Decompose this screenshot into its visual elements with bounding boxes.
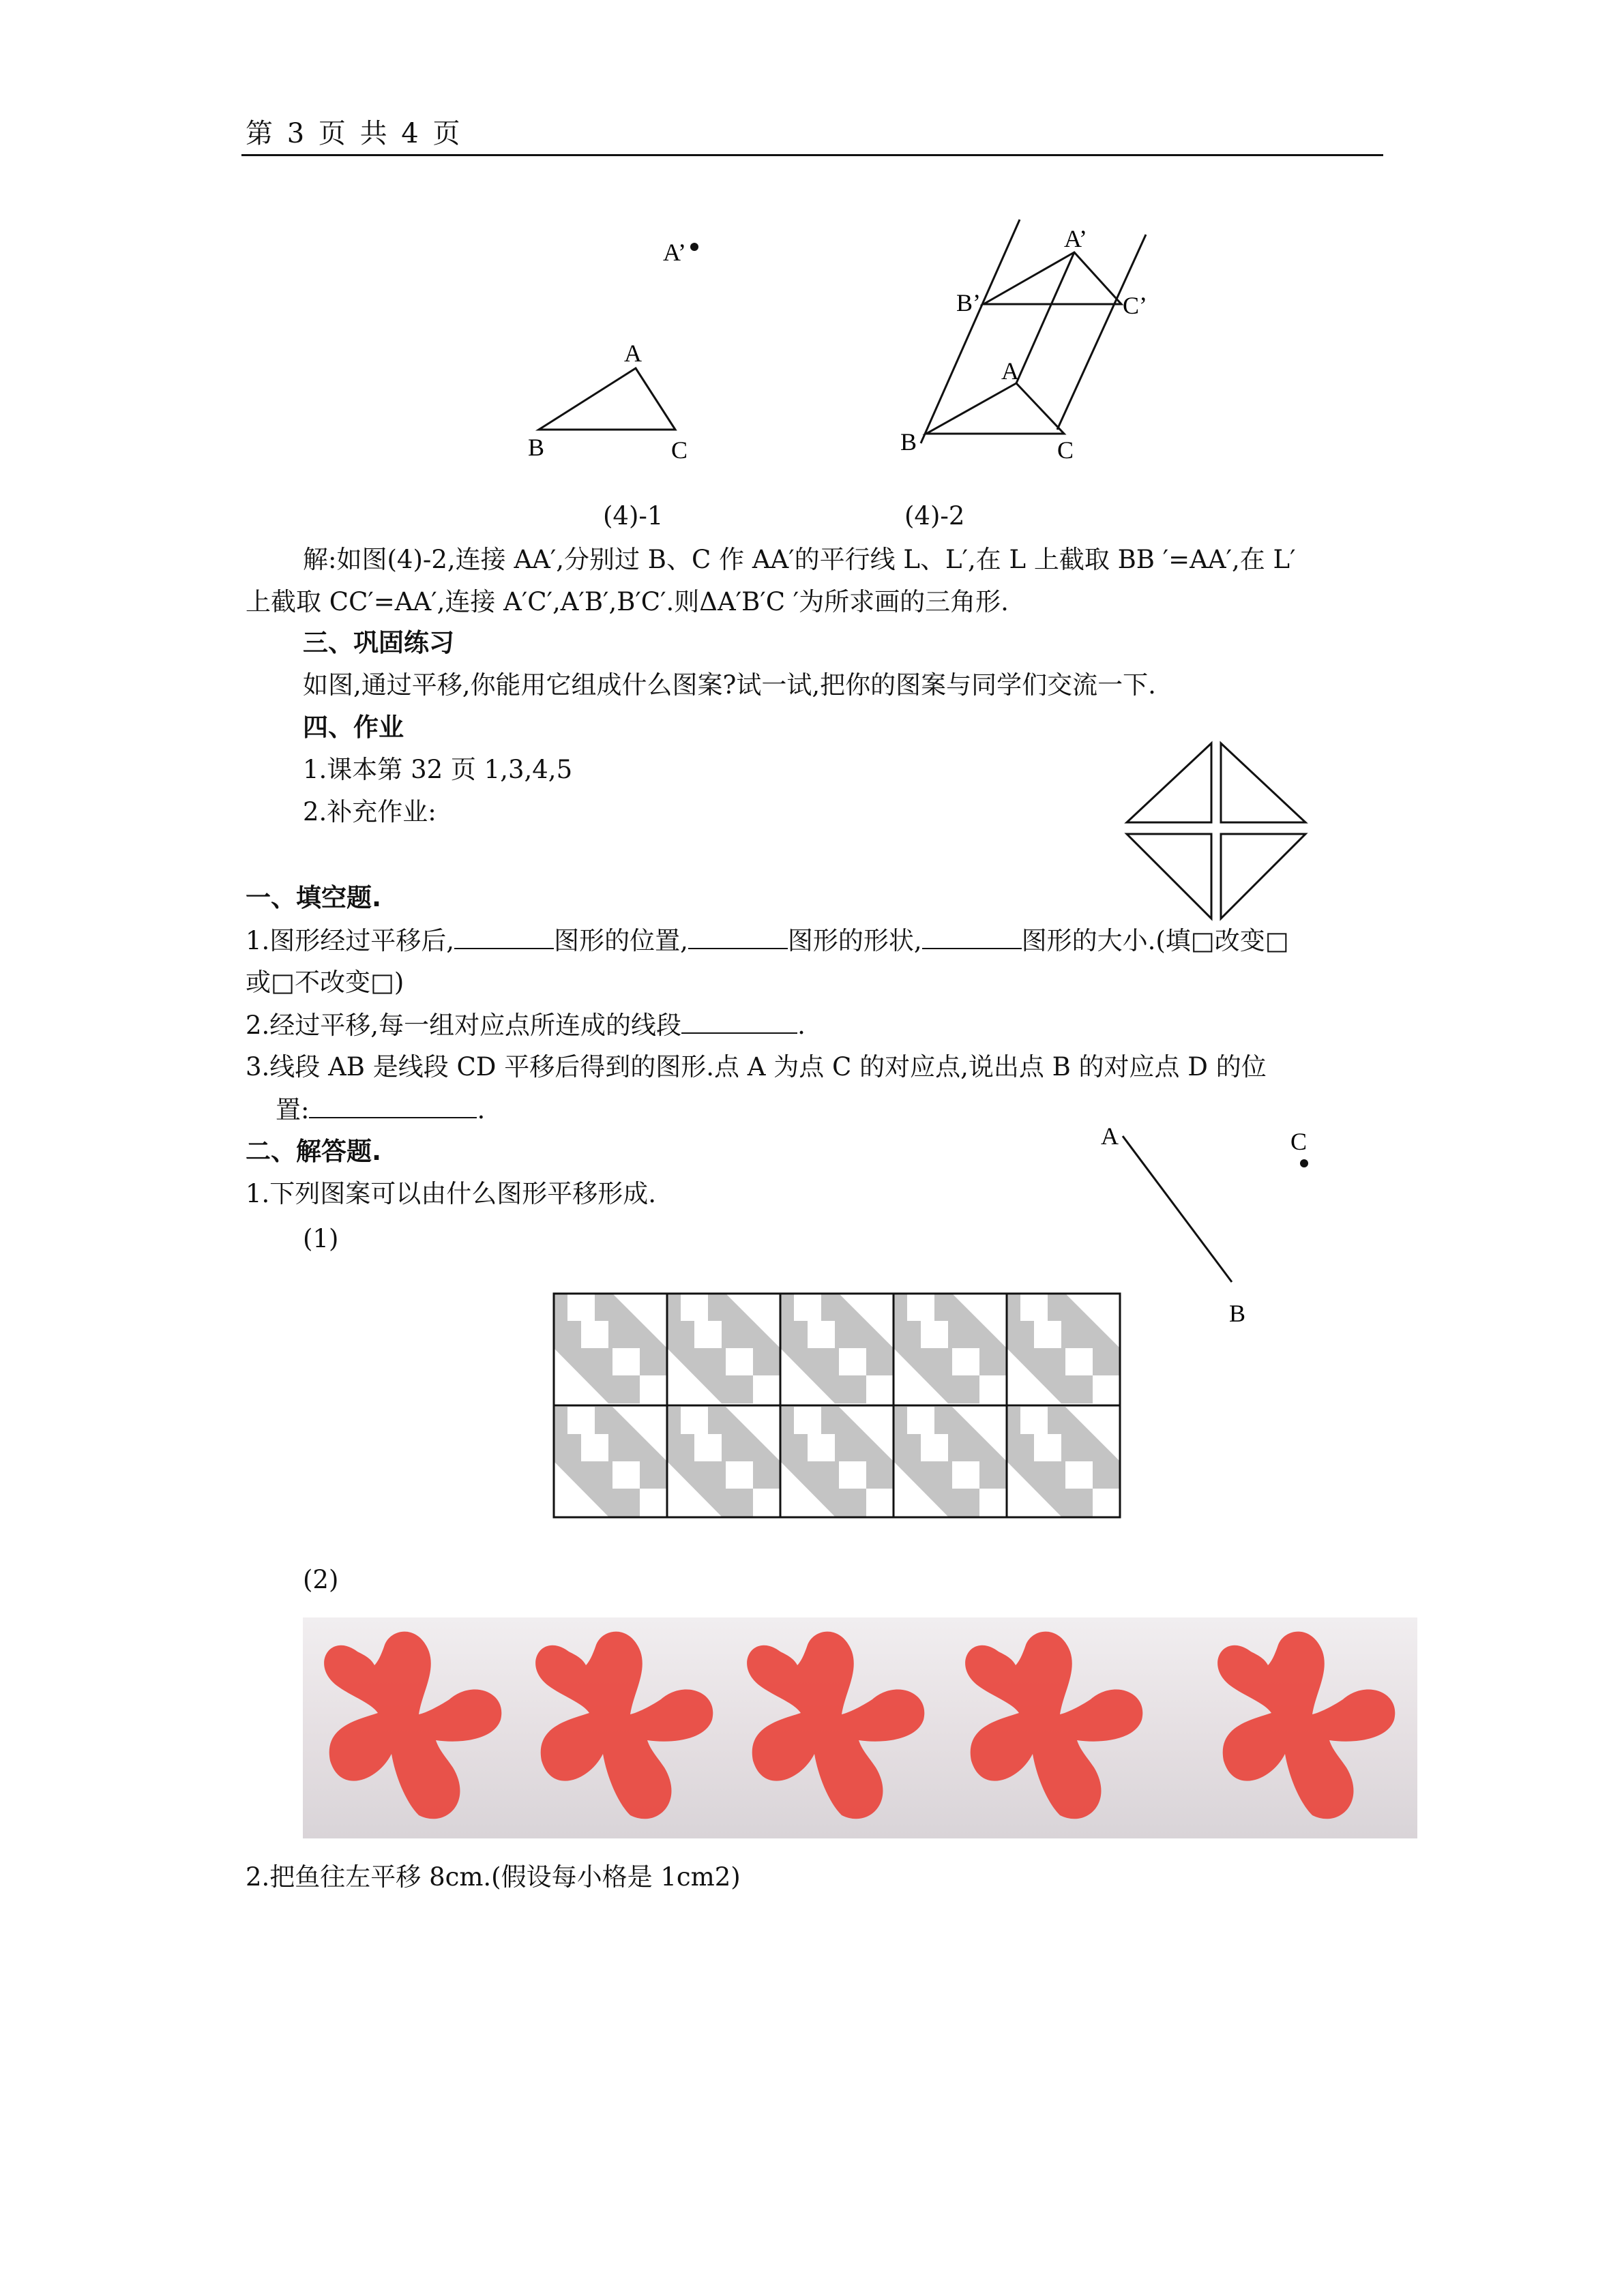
parallel-line-l-prime (1057, 235, 1146, 430)
section-title-answer: 二、解答题. (246, 1137, 382, 1166)
label-b: B (1229, 1300, 1246, 1327)
section-3-text: 如图,通过平移,你能用它组成什么图案?试一试,把你的图案与同学们交流一下. (303, 670, 1156, 700)
label-b-prime: B’ (956, 289, 981, 316)
stamp-pattern-image (303, 1617, 1417, 1838)
label-a: A (624, 340, 642, 367)
label-c: C (1057, 436, 1074, 464)
section-title-fill-blank: 一、填空题. (246, 883, 382, 912)
solution-line-2: 上截取 CC′=AA′,连接 A′C′,A′B′,B′C′.则ΔA′B′C ′为所求画的三角形. (246, 587, 1009, 616)
homework-item-2: 2.补充作业: (303, 797, 437, 826)
q2-part-b: . (797, 1011, 806, 1040)
label-a: A (1001, 357, 1019, 385)
label-b: B (900, 428, 917, 456)
triangle-abc (539, 368, 675, 430)
segment-ab (1123, 1136, 1232, 1282)
label-c: C (671, 436, 688, 464)
label-b: B (528, 434, 545, 461)
blank-5[interactable] (309, 1097, 477, 1118)
blank-4[interactable] (681, 1012, 797, 1034)
question-1 (246, 927, 1289, 953)
label-c: C (1290, 1128, 1308, 1155)
solution-line-1: 解:如图(4)-2,连接 AA′,分别过 B、C 作 AA′的平行线 L、L′,在 L 上截取 BB ′=AA′,在 L′ (303, 545, 1296, 574)
triangle-bottom-right (1221, 834, 1305, 919)
sub-question-2: (2) (303, 1565, 339, 1594)
q3-line-2 (276, 1097, 485, 1122)
q1-part-b: 图形的位置, (554, 926, 688, 955)
q3-part-b: 置: (276, 1095, 310, 1124)
homework-item-1: 1.课本第 32 页 1,3,4,5 (303, 755, 573, 784)
segment-ab-figure (1091, 1118, 1323, 1337)
q3-part-c: . (477, 1095, 486, 1124)
answer-question-2: 2.把鱼往左平移 8cm.(假设每小格是 1cm2) (246, 1862, 741, 1892)
label-c-prime: C’ (1123, 292, 1147, 319)
tile-pattern (552, 1292, 1125, 1520)
segment-aa-prime (1016, 252, 1074, 383)
triangle-top-left (1127, 743, 1211, 822)
label-a-prime: A’ (663, 239, 686, 266)
sub-question-1: (1) (303, 1224, 339, 1253)
blank-3[interactable] (922, 927, 1022, 949)
point-a-prime (690, 243, 698, 251)
header-rule (241, 154, 1383, 156)
blank-1[interactable] (454, 927, 554, 949)
triangle-bottom-left (1127, 834, 1211, 919)
caption-4-2: (4)-2 (904, 501, 965, 531)
q1-part-c: 图形的形状, (787, 926, 922, 955)
q1-part-a: 1.图形经过平移后, (246, 926, 455, 955)
label-a: A (1101, 1122, 1119, 1150)
section-title-consolidation: 三、巩固练习 (303, 628, 454, 657)
triangle-top-right (1221, 743, 1305, 822)
caption-4-1: (4)-1 (603, 501, 664, 531)
four-triangles-figure (1119, 740, 1310, 924)
q1-part-d: 图形的大小.(填□改变□ (1021, 926, 1289, 955)
triangle-a-prime-b-prime-c-prime (984, 252, 1121, 304)
answer-question-1: 1.下列图案可以由什么图形平移形成. (246, 1179, 657, 1208)
q1-part-e: 或□不改变□) (246, 968, 404, 997)
figure-4-1 (505, 218, 737, 471)
figure-4-2 (880, 211, 1187, 471)
triangle-abc (926, 383, 1064, 434)
q3-line-1: 3.线段 AB 是线段 CD 平移后得到的图形.点 A 为点 C 的对应点,说出点 B 的对应点 D 的位 (246, 1052, 1267, 1082)
point-c (1300, 1159, 1308, 1167)
question-2 (246, 1012, 806, 1038)
page-number-header: 第 3 页 共 4 页 (246, 118, 463, 149)
section-title-homework: 四、作业 (303, 713, 404, 742)
label-a-prime: A’ (1064, 225, 1087, 252)
blank-2[interactable] (688, 927, 788, 949)
q2-part-a: 2.经过平移,每一组对应点所连成的线段 (246, 1011, 682, 1040)
